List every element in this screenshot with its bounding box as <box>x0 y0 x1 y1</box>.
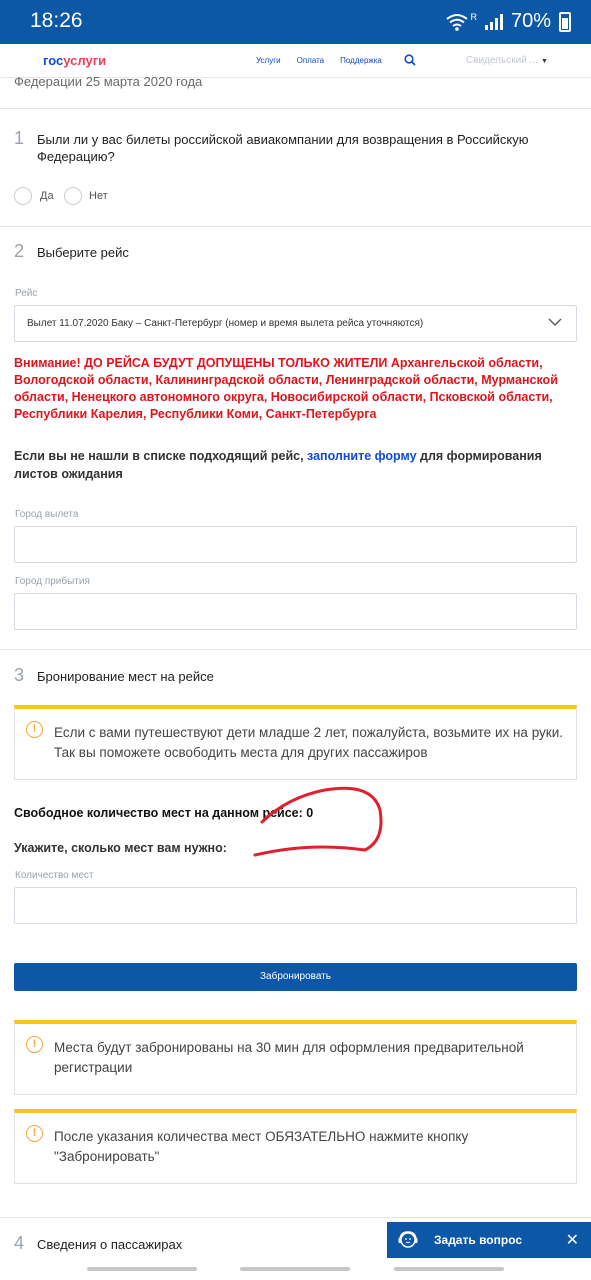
waitlist-text <box>14 447 574 483</box>
nav-support[interactable]: Поддержка <box>340 56 382 65</box>
close-icon[interactable]: ✕ <box>565 1232 579 1249</box>
residents-warning: Внимание! ДО РЕЙСА БУДУТ ДОПУЩЕНЫ ТОЛЬКО ЖИТЕЛИ Архангельской области, Вологодской области, Калининградской области, Ленинградской области, Мурманской области, Ненецкого автономного округа, Новосибирской области, Псковской области, Республики Карелия, Республики Коми, Санкт-Петербурга <box>14 356 558 421</box>
divider <box>0 226 591 227</box>
divider <box>0 1217 591 1218</box>
ask-question-widget[interactable] <box>387 1222 591 1258</box>
network-roaming-label: R <box>470 11 477 22</box>
flight-select-value: Вылет 11.07.2020 Баку – Санкт-Петербург (номер и время вылета рейса уточняются) <box>27 318 424 329</box>
waitlist-before: Если вы не нашли в списке подходящий рейс, <box>14 449 308 463</box>
ask-question-label: Задать вопрос <box>434 1233 523 1247</box>
signal-icon <box>485 14 503 30</box>
section-number-3: 3 <box>14 665 25 685</box>
status-icons <box>446 10 571 33</box>
departure-city-input[interactable] <box>14 526 577 563</box>
search-icon[interactable] <box>404 54 416 66</box>
gesture-bar-left <box>87 1267 197 1271</box>
user-menu[interactable]: Свидельский ... <box>466 55 538 66</box>
notice-press-button <box>14 1109 577 1184</box>
free-seats-text: Свободное количество мест на данном рейсе: 0 <box>14 806 314 820</box>
battery-percent: 70% <box>510 10 551 32</box>
section-title-4: Сведения о пассажирах <box>37 1237 183 1252</box>
logo-part1: гос <box>43 53 64 68</box>
radio-no[interactable] <box>64 187 82 205</box>
divider <box>0 649 591 650</box>
radio-no-label[interactable]: Нет <box>89 190 108 202</box>
departure-city-label: Город вылета <box>15 509 79 520</box>
section-number-1: 1 <box>14 128 25 148</box>
site-header <box>0 44 591 78</box>
flight-select[interactable] <box>14 305 577 342</box>
book-button[interactable]: Забронировать <box>14 963 577 991</box>
seat-count-input[interactable] <box>14 887 577 924</box>
battery-icon <box>559 12 571 32</box>
radio-yes-label[interactable]: Да <box>40 190 54 202</box>
notice-children-text: Если с вами путешествуют дети младше 2 лет, пожалуйста, возьмите их на руки. Так вы поможете освободить места для других пассажиров <box>54 725 563 760</box>
alert-icon: ! <box>26 721 43 738</box>
logo-part2: услуги <box>63 53 107 68</box>
seats-needed-prompt: Укажите, сколько мест вам нужно: <box>14 841 227 855</box>
notice-reserve-time <box>14 1020 577 1095</box>
chevron-down-icon <box>548 317 562 327</box>
gesture-bar-center <box>240 1267 350 1271</box>
status-time: 18:26 <box>30 9 83 32</box>
wifi-icon <box>446 13 468 31</box>
caret-down-icon[interactable]: ▼ <box>541 58 548 65</box>
arrival-city-input[interactable] <box>14 593 577 630</box>
nav-payment[interactable]: Оплата <box>296 56 325 65</box>
chat-operator-icon <box>397 1229 419 1251</box>
gosuslugi-logo[interactable] <box>43 53 106 68</box>
alert-icon: ! <box>26 1036 43 1053</box>
divider <box>0 108 591 109</box>
section-title-3: Бронирование мест на рейсе <box>37 669 214 684</box>
notice-reserve-time-text: Места будут забронированы на 30 мин для оформления предварительной регистрации <box>54 1040 524 1075</box>
section-title-1: Были ли у вас билеты российской авиакомпании для возвращения в Российскую Федерацию? <box>37 132 529 164</box>
nav-services[interactable]: Услуги <box>256 56 281 65</box>
alert-icon: ! <box>26 1125 43 1142</box>
flight-label: Рейс <box>15 288 38 299</box>
waitlist-form-link[interactable]: заполните форму <box>307 449 417 463</box>
arrival-city-label: Город прибытия <box>15 576 90 587</box>
notice-children <box>14 705 577 780</box>
section-number-2: 2 <box>14 241 25 261</box>
section-title-2: Выберите рейс <box>37 245 129 260</box>
handdrawn-annotation <box>250 780 390 860</box>
radio-yes[interactable] <box>14 187 32 205</box>
gesture-bar-right <box>394 1267 504 1271</box>
notice-press-button-text: После указания количества мест ОБЯЗАТЕЛЬНО нажмите кнопку "Забронировать" <box>54 1129 469 1164</box>
previous-text-cutoff: Федерации 25 марта 2020 года <box>14 74 203 89</box>
seat-count-label: Количество мест <box>15 870 94 881</box>
waitlist-after: для формирования листов ожидания <box>14 449 542 481</box>
status-bar <box>0 0 591 44</box>
main-nav <box>256 56 382 65</box>
section-number-4: 4 <box>14 1233 25 1253</box>
